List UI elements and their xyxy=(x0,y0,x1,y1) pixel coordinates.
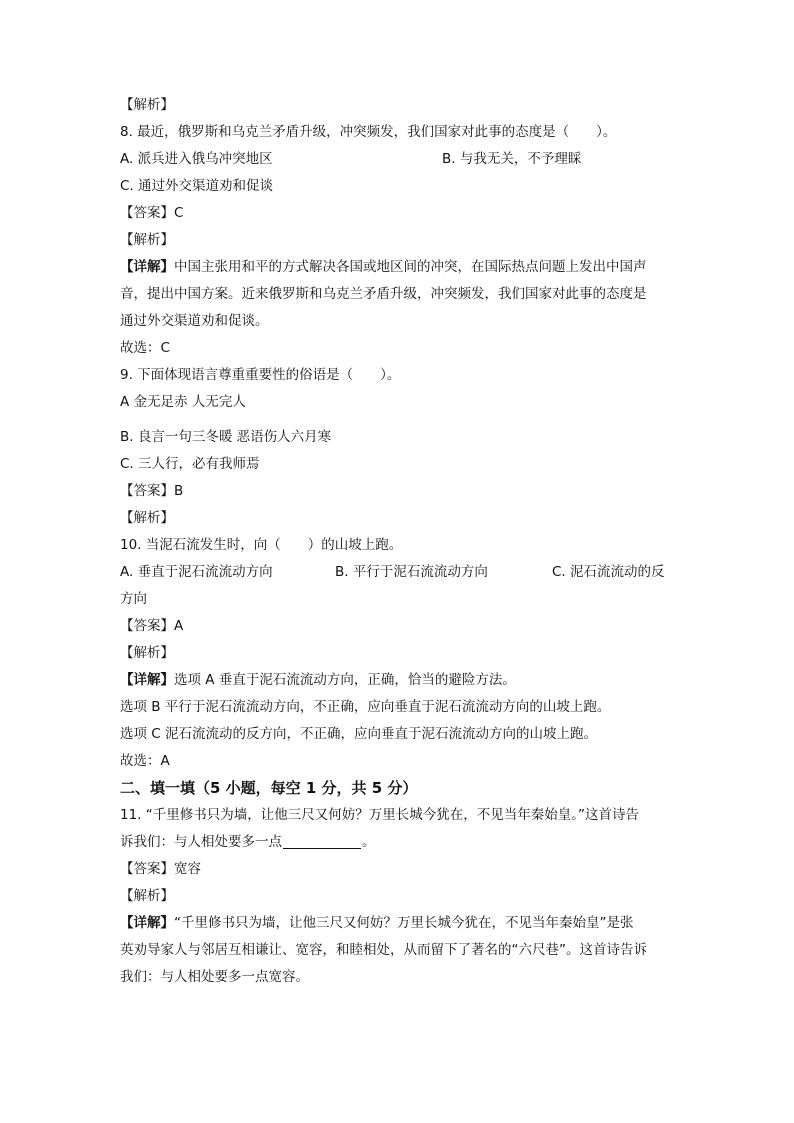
q10-option-b: B. 平行于泥石流流动方向 xyxy=(335,564,488,580)
detail-label: 【详解】 xyxy=(120,672,174,688)
q9-answer-value: B xyxy=(174,483,184,499)
q10-option-c-continued: 方向 xyxy=(120,591,147,607)
q10-analysis-label: 【解析】 xyxy=(120,645,174,661)
q9-option-c: C. 三人行，必有我师焉 xyxy=(120,456,260,472)
q11-answer-value: 宽容 xyxy=(174,861,201,877)
q11-analysis-label: 【解析】 xyxy=(120,888,174,904)
q9-answer xyxy=(120,478,680,505)
q10-detail-line-1 xyxy=(120,667,680,694)
q10-options-row xyxy=(120,559,680,586)
q8-answer xyxy=(120,200,680,227)
q10-answer-value: A xyxy=(174,618,184,634)
q8-answer-value: C xyxy=(174,205,184,221)
q11-stem-after-blank: 。 xyxy=(362,834,376,850)
q8-option-c: C. 通过外交渠道劝和促谈 xyxy=(120,178,274,194)
q11-detail-line-3: 我们：与人相处要多一点宽容。 xyxy=(120,969,309,985)
q9-option-a: A 金无足赤 人无完人 xyxy=(120,394,246,410)
q8-options-row xyxy=(120,146,680,173)
q10-choose-value: A xyxy=(160,753,170,769)
q10-option-c: C. 泥石流流动的反 xyxy=(552,564,665,580)
q10-detail-line-2: 选项 B 平行于泥石流流动方向，不正确，应向垂直于泥石流流动方向的山坡上跑。 xyxy=(120,699,611,715)
q10-answer xyxy=(120,613,680,640)
q11-detail-line-1 xyxy=(120,910,680,937)
q11-stem-line-2 xyxy=(120,829,680,856)
q8-analysis-label: 【解析】 xyxy=(120,232,174,248)
q10-option-a: A. 垂直于泥石流流动方向 xyxy=(120,564,273,580)
q8-choose xyxy=(120,335,680,362)
spacer xyxy=(120,416,680,424)
q11-stem-before-blank: 诉我们：与人相处要多一点 xyxy=(120,834,282,850)
q8-option-b: B. 与我无关，不予理睬 xyxy=(442,151,582,167)
detail-label: 【详解】 xyxy=(120,915,174,931)
q11-fill-blank xyxy=(283,832,361,849)
answer-label: 【答案】 xyxy=(120,483,174,499)
detail-label: 【详解】 xyxy=(120,259,174,275)
document-page xyxy=(120,92,680,991)
choose-label: 故选： xyxy=(120,340,161,356)
q8-detail-text-1: 中国主张用和平的方式解决各国或地区间的冲突，在国际热点问题上发出中国声 xyxy=(174,259,647,275)
q7-analysis-label: 【解析】 xyxy=(120,97,174,113)
answer-label: 【答案】 xyxy=(120,205,174,221)
q8-detail-line-3: 通过外交渠道劝和促谈。 xyxy=(120,313,269,329)
q10-detail-line-3: 选项 C 泥石流流动的反方向，不正确，应向垂直于泥石流流动方向的山坡上跑。 xyxy=(120,726,598,742)
q10-stem: 10. 当泥石流发生时，向（ ）的山坡上跑。 xyxy=(120,537,403,553)
q8-detail-line-2: 音，提出中国方案。近来俄罗斯和乌克兰矛盾升级，冲突频发，我们国家对此事的态度是 xyxy=(120,286,647,302)
q11-detail-line-2: 英劝导家人与邻居互相谦让、宽容，和睦相处，从而留下了著名的“六尺巷”。这首诗告诉 xyxy=(120,942,647,958)
q11-answer xyxy=(120,856,680,883)
q8-choose-value: C xyxy=(160,340,170,356)
q11-stem-line-1: 11. “千里修书只为墙，让他三尺又何妨？万里长城今犹在，不见当年秦始皇。”这首诗告 xyxy=(120,807,639,823)
q9-analysis-label: 【解析】 xyxy=(120,510,174,526)
answer-label: 【答案】 xyxy=(120,618,174,634)
q9-option-b: B. 良言一句三冬暖 恶语伤人六月寒 xyxy=(120,429,332,445)
q10-detail-text-1: 选项 A 垂直于泥石流流动方向，正确，恰当的避险方法。 xyxy=(174,672,516,688)
q9-stem: 9. 下面体现语言尊重重要性的俗语是（ ）。 xyxy=(120,367,401,383)
q10-choose xyxy=(120,748,680,775)
q8-detail-line-1 xyxy=(120,254,680,281)
section-2-title: 二、填一填（5 小题，每空 1 分，共 5 分） xyxy=(120,779,418,797)
answer-label: 【答案】 xyxy=(120,861,174,877)
q8-stem: 8. 最近，俄罗斯和乌克兰矛盾升级，冲突频发，我们国家对此事的态度是（ ）。 xyxy=(120,124,617,140)
q8-option-a: A. 派兵进入俄乌冲突地区 xyxy=(120,151,273,167)
q11-detail-text-1: “千里修书只为墙，让他三尺又何妨？万里长城今犹在，不见当年秦始皇”是张 xyxy=(174,915,634,931)
choose-label: 故选： xyxy=(120,753,161,769)
